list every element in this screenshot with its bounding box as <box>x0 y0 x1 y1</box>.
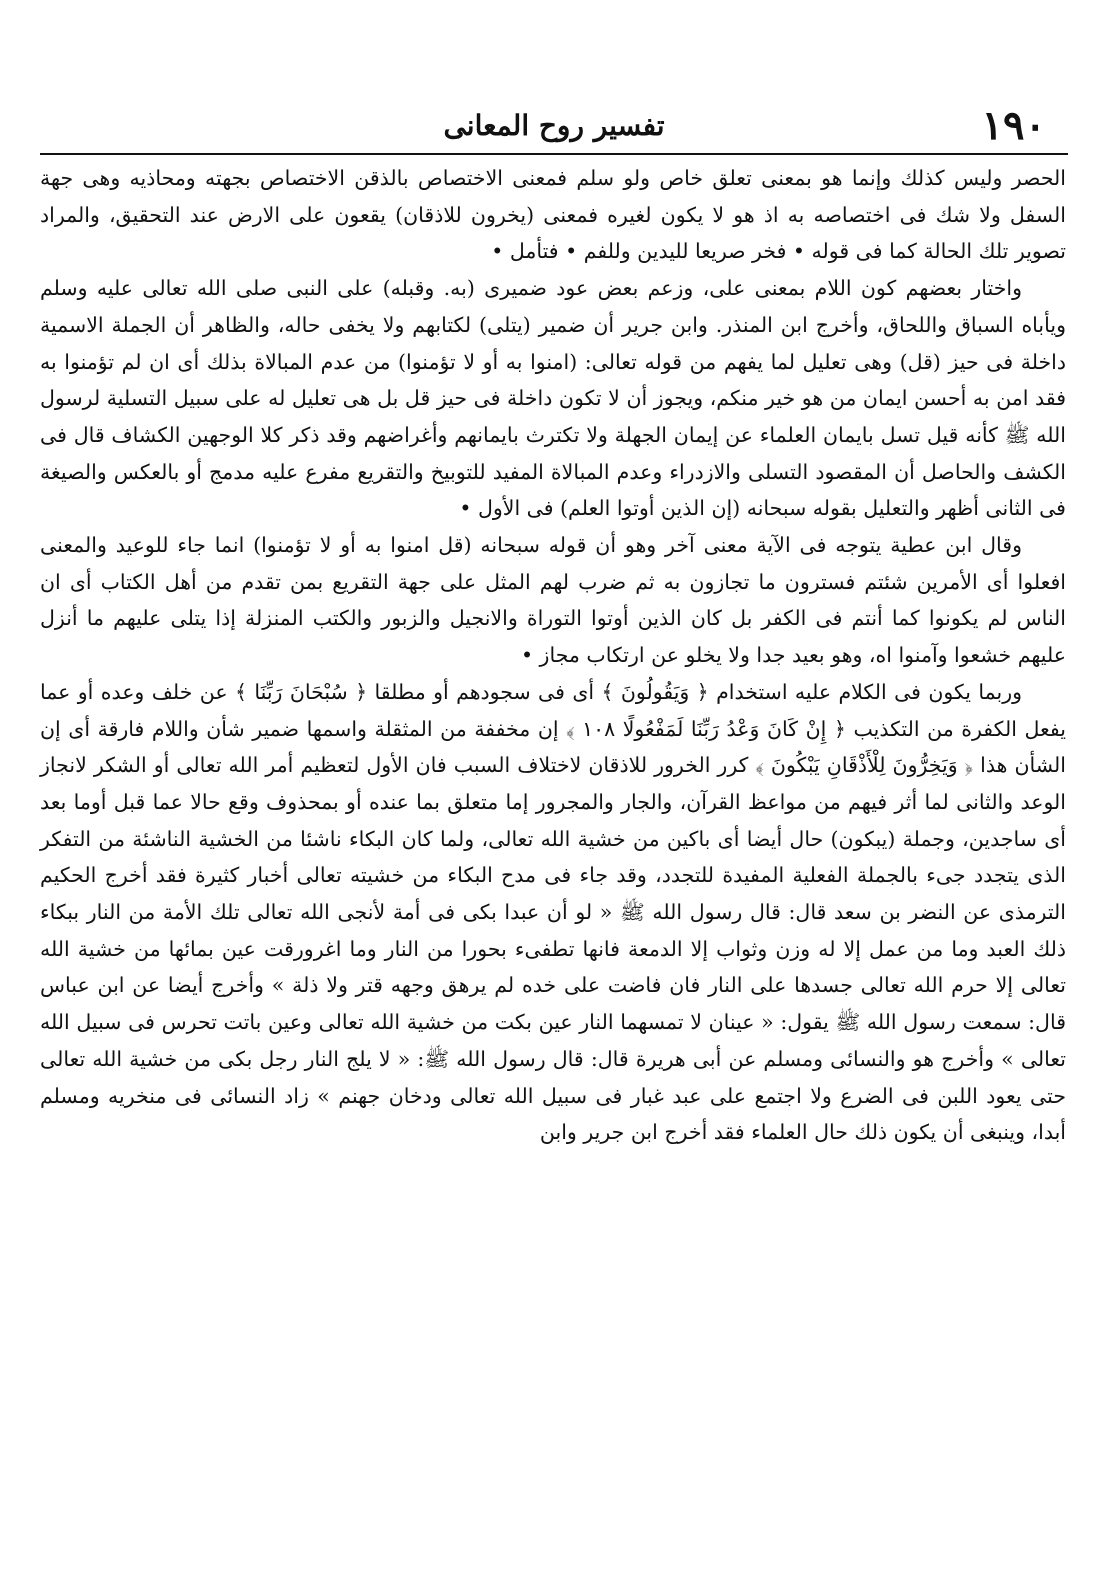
commentary-text <box>40 160 1066 1151</box>
running-title: تفسير روح المعانى <box>443 109 665 142</box>
paragraph: وقال ابن عطية يتوجه فى الآية معنى آخر وهو أن قوله سبحانه (قل امنوا به أو لا تؤمنوا) انما جاء للوعيد والمعنى افعلوا أى الأمرين شئتم فسترون ما تجازون به ثم ضرب لهم المثل على جهة التقريع بمن تقدم من أهل الكتاب أى ان الناس لم يكونوا كما أنتم فى الكفر بل كان الذين أوتوا التوراة والانجيل والزبور والكتب المنزلة إذا يتلى عليهم ما أنزل عليهم خشعوا وآمنوا اه، وهو بعيد جدا ولا يخلو عن ارتكاب مجاز • <box>40 533 1066 668</box>
paragraph: وربما يكون فى الكلام عليه استخدام ﴿ وَيَقُولُونَ ﴾ أى فى سجودهم أو مطلقا ﴿ سُبْحَانَ رَبِّنَا ﴾ عن خلف وعده أو عما يفعل الكفرة من التكذيب ﴿ إِنْ كَانَ وَعْدُ رَبِّنَا لَمَفْعُولًا ١٠٨ ﴾ إن مخففة من المثقلة واسمها ضمير شأن واللام فارقة أى إن الشأن هذا ﴿ وَيَخِرُّونَ لِلْأَذْقَانِ يَبْكُونَ ﴾ كرر الخرور للاذقان لاختلاف السبب فان الأول لتعظيم أمر الله تعالى أو الشكر لانجاز الوعد والثانى لما أثر فيهم من مواعظ القرآن، والجار والمجرور إما متعلق بما عنده أو بمحذوف وقع حالا عما قبل أوما بعد أى ساجدين، وجملة (يبكون) حال أيضا أى باكين من خشية الله تعالى، ولما كان البكاء ناشئا من الخشية الناشئة من التفكر الذى يتجدد جىء بالجملة الفعلية المفيدة للتجدد، وقد جاء فى مدح البكاء من خشيته تعالى أخبار كثيرة فقد أخرج الحكيم الترمذى عن النضر بن سعد قال: قال رسول الله ﷺ « لو أن عبدا بكى فى أمة لأنجى الله تعالى تلك الأمة من النار ببكاء ذلك العبد وما من عمل إلا له وزن وثواب إلا الدمعة فانها تطفىء بحورا من النار وما اغرورقت عين بمائها من خشية الله تعالى إلا حرم الله تعالى جسدها على النار فان فاضت على خده لم يرهق وجهه قتر ولا ذلة » وأخرج أيضا عن ابن عباس قال: سمعت رسول الله ﷺ يقول: « عينان لا تمسهما النار عين بكت من خشية الله تعالى وعين باتت تحرس فى سبيل الله تعالى » وأخرج هو والنسائى ومسلم عن أبى هريرة قال: قال رسول الله ﷺ: « لا يلج النار رجل بكى من خشية الله تعالى حتى يعود اللبن فى الضرع ولا اجتمع على عبد غبار فى سبيل الله تعالى ودخان جهنم » زاد النسائى فى منخريه ومسلم أبدا، وينبغى أن يكون ذلك حال العلماء فقد أخرج ابن جرير وابن <box>40 679 1066 1145</box>
page-header <box>40 100 1068 152</box>
paragraph: واختار بعضهم كون اللام بمعنى على، وزعم بعض عود ضميرى (به. وقبله) على النبى صلى الله تعالى عليه وسلم ويأباه السباق واللحاق، وأخرج ابن المنذر. وابن جرير أن ضمير (يتلى) لكتابهم ولا يخفى حاله، والظاهر أن الجملة الاسمية داخلة فى حيز (قل) وهى تعليل لما يفهم من قوله تعالى: (امنوا به أو لا تؤمنوا) من عدم المبالاة بذلك أى ان لم تؤمنوا به فقد امن به أحسن ايمان من هو خير منكم، ويجوز أن لا تكون داخلة فى حيز قل بل هى تعليل له على سبيل التسلية لرسول الله ﷺ كأنه قيل تسل بايمان العلماء عن إيمان الجهلة ولا تكترث بايمانهم وأغراضهم وقد ذكر كلا الوجهين الكشاف قال فى الكشف والحاصل أن المقصود التسلى والازدراء وعدم المبالاة المفيد للتوبيخ والتقريع مفرع عليه مدمج أو بالعكس والصيغة فى الثانى أظهر والتعليل بقوله سبحانه (إن الذين أوتوا العلم) فى الأول • <box>40 276 1066 521</box>
page-number: ١٩٠ <box>981 102 1046 149</box>
header-rule <box>40 153 1068 155</box>
paragraph: الحصر وليس كذلك وإنما هو بمعنى تعلق خاص ولو سلم فمعنى الاختصاص بالذقن الاختصاص بجهته ومحاذيه وهى جهة السفل ولا شك فى اختصاصه به اذ هو لا يكون لغيره فمعنى (يخرون للاذقان) يقعون على الارض عند التحقيق، والمراد تصوير تلك الحالة كما فى قوله • فخر صريعا لليدين وللفم • فتأمل • <box>40 166 1066 264</box>
